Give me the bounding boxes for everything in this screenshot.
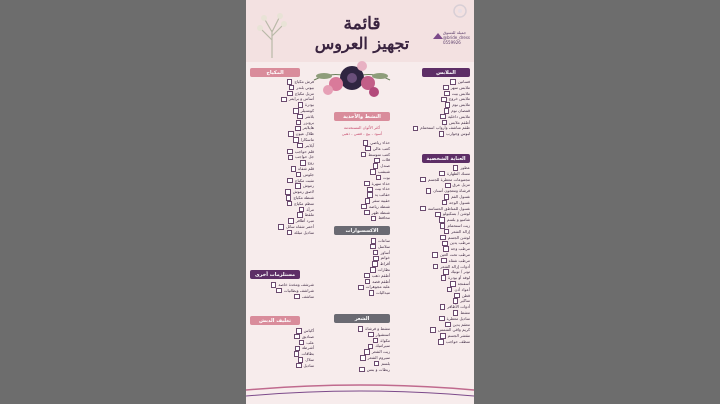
checklist-item-label: أطقم ذهب <box>371 272 390 278</box>
checkbox[interactable] <box>361 152 367 158</box>
activities-list <box>330 140 390 221</box>
checklist-item-label: صندل <box>380 163 390 169</box>
checkbox[interactable] <box>435 212 441 218</box>
checklist-item-label: نظارات <box>377 266 390 272</box>
checklist-item-label: مسك الطهارة <box>446 170 470 176</box>
checklist-item-label: مبرد أظافر <box>295 218 314 224</box>
checklist-item-label: مناشف <box>301 293 314 299</box>
checklist-item-label: عطور <box>460 165 470 170</box>
checklist-item <box>404 131 470 137</box>
checklist-item-label: قطن <box>461 292 470 298</box>
checklist-item-label: حقائب يد <box>374 192 390 198</box>
checklist-item-label: بودرة <box>305 102 314 108</box>
checklist-item-label: شنطة رياضة <box>368 203 390 209</box>
checklist-item-label: ملابس خروج <box>448 96 470 102</box>
checklist-item-label: مجموعات معطرة للجسم <box>427 176 470 182</box>
checklist-item-label: شرشف ومخدة خاصة <box>278 282 314 287</box>
corner-flower-icon <box>448 2 472 20</box>
checklist-item-label: أطقم فضة <box>372 278 390 284</box>
checklist-item-label: بلسم <box>381 360 390 366</box>
checklist-item-label: استشوار <box>375 331 390 337</box>
section-title: المكياج <box>266 69 284 76</box>
checkbox[interactable] <box>367 187 373 193</box>
checkbox[interactable] <box>369 290 375 296</box>
page-title <box>310 14 414 53</box>
checklist-item-label: علبة مجوهرات <box>365 284 390 290</box>
checklist-item-label: فساتين <box>457 79 470 84</box>
checklist-item-label: سلاسل <box>377 243 390 249</box>
checkbox[interactable] <box>440 333 446 339</box>
checklist-item-label: شبشب <box>377 168 390 174</box>
checklist-item-label: فلات <box>381 157 390 163</box>
activities-hint-2: أسود - بيج - فضي - ذهبي <box>341 131 383 136</box>
checklist-item-label: أقراط <box>379 261 390 267</box>
checklist-item-label: كريم واقي الشمس <box>437 327 470 333</box>
checkbox[interactable] <box>294 334 300 340</box>
checklist-item-label: أساور <box>380 249 390 255</box>
flower-bouquet-icon <box>304 50 400 106</box>
checklist-item-label: ملابس داخلية <box>447 113 470 119</box>
checklist-item-label: حذاء بيت <box>374 186 390 192</box>
checklist-item <box>248 294 314 300</box>
section-header-care <box>422 154 470 163</box>
checklist-item-label: أشرطة <box>302 345 314 351</box>
checkbox[interactable] <box>289 85 295 91</box>
section-header-activities <box>334 112 390 121</box>
checkbox[interactable] <box>439 131 445 137</box>
checklist-item-label: ملابس بيت <box>451 90 470 96</box>
checkbox[interactable] <box>288 131 294 137</box>
checkbox[interactable] <box>296 328 302 334</box>
section-title: الشعر <box>354 315 370 322</box>
checklist-item-label: مكواة <box>380 337 390 343</box>
checkbox[interactable] <box>373 256 379 262</box>
checkbox[interactable] <box>433 264 439 270</box>
clothes-list <box>404 79 470 137</box>
checklist-item-label: مرطب وجه <box>450 246 470 252</box>
section-header-accessories <box>334 226 390 235</box>
checkbox[interactable] <box>364 210 370 216</box>
checkbox[interactable] <box>373 250 379 256</box>
checklist-item-label: علب <box>306 339 314 345</box>
checklist-item-label: خواتم <box>380 255 390 261</box>
checklist-item-label: بيوتي بلندر <box>296 84 314 90</box>
checklist-item-label: كونسيلر <box>300 107 314 113</box>
checkbox[interactable] <box>287 79 293 85</box>
checklist-item-label: أعواد أذن <box>454 286 470 292</box>
checklist-item-label: فرش مكياج <box>294 79 314 84</box>
checkbox[interactable] <box>294 294 300 300</box>
checklist-item <box>248 363 314 369</box>
trousseau-list <box>248 328 314 369</box>
checkbox[interactable] <box>447 287 453 293</box>
checklist-item-label: ساعات <box>378 238 390 243</box>
checklist-item-label: أحمر شفاه سائل <box>285 223 314 229</box>
checkbox[interactable] <box>293 137 299 143</box>
section-title: العناية الشخصية <box>426 155 466 162</box>
checkbox[interactable] <box>276 288 282 294</box>
checklist-item-label: مناديل مبللة <box>294 229 314 235</box>
checklist-item-label: مزيل مكياج <box>294 90 314 96</box>
checkbox[interactable] <box>413 126 419 132</box>
contact-line-3: 0559926 <box>442 40 461 45</box>
contact-line-1: جميلة للتسوق <box>442 30 467 35</box>
checklist-item-label: لبوس وجوارب <box>446 131 470 137</box>
checklist-item-label: بلاشر <box>304 113 314 119</box>
checkbox[interactable] <box>454 293 460 299</box>
checklist-item-label: منظم مكياج <box>294 200 314 206</box>
section-title: الملابس <box>436 69 456 76</box>
activities-hint-1: أكثر الألوان المستخدمة <box>343 125 381 130</box>
checkbox[interactable] <box>294 351 300 357</box>
checklist-item-label: أطقم ملابس <box>449 119 470 125</box>
checklist-item-label: لاصق رموش <box>292 189 314 195</box>
checkbox[interactable] <box>358 285 364 291</box>
section-header-trousseau <box>250 316 300 325</box>
checkbox[interactable] <box>361 204 367 210</box>
section-header-hair <box>334 314 390 323</box>
checklist-item-label: ملابس نوم <box>452 102 470 108</box>
checklist-item-label: قمصان نوم <box>451 107 470 113</box>
section-title: النشط والأحذية <box>343 113 381 120</box>
checkbox[interactable] <box>441 275 447 281</box>
checklist-item-label: شنطة ظهر <box>371 209 390 215</box>
checklist-item-label: مقشر الجسم <box>447 333 470 339</box>
section-header-clothes <box>422 68 470 77</box>
checklist-item-label: بطاقات <box>301 351 314 357</box>
checklist-item-label: بوت <box>383 174 390 180</box>
checkbox[interactable] <box>278 224 284 230</box>
checkbox[interactable] <box>297 114 303 120</box>
checklist-item-label: أكياس <box>303 328 314 333</box>
checklist-item-label: طقم مناشف وأرواب استحمام <box>420 125 470 131</box>
checkbox[interactable] <box>291 166 297 172</box>
checklist-item-label: حذاء رياضي <box>370 140 390 145</box>
makeup-list <box>248 79 314 236</box>
checkbox[interactable] <box>296 363 302 369</box>
checkbox[interactable] <box>371 216 377 222</box>
checkbox[interactable] <box>439 217 445 223</box>
branch-decoration-icon <box>252 10 292 60</box>
title-line-1: قائمة <box>343 14 381 34</box>
checklist-item-label: كعب عالي <box>372 145 390 151</box>
checklist-item <box>330 290 390 296</box>
checklist-item-label: ملابس سهر <box>450 84 470 90</box>
checklist-item-label: مشط <box>460 309 470 315</box>
section-header-other <box>250 270 300 279</box>
checkbox[interactable] <box>432 252 438 258</box>
checklist-item-label: أدوات الأظافر <box>447 304 470 310</box>
checkbox[interactable] <box>287 201 293 207</box>
title-line-2: تجهيز العروس <box>314 34 410 53</box>
section-title: تغليف الدبش <box>259 317 291 324</box>
checklist-item-label: غسول للمناطق الحساسة <box>427 205 470 211</box>
checkbox[interactable] <box>288 155 294 161</box>
checkbox[interactable] <box>445 102 451 108</box>
checklist-item-label: مناديل <box>303 362 314 368</box>
checklist-item-label: ربطات و بنس <box>366 366 390 372</box>
checklist-item-label: لوفة أو بودرة <box>448 275 470 281</box>
checkbox[interactable] <box>360 355 366 361</box>
checkbox[interactable] <box>370 244 376 250</box>
checklist-item-label: شراشف وبطانيات <box>283 287 314 293</box>
checklist-item-label: سلال <box>305 356 314 362</box>
checklist-item-label: جل حواجب <box>295 154 314 160</box>
checklist-item-label: شنطة مكياج <box>293 194 314 200</box>
checklist-item-label: مرطب تحت العين <box>439 251 470 257</box>
checklist-item-label: ملقط <box>304 212 314 218</box>
section-title: الاكسسوارات <box>345 227 379 234</box>
checklist-item-label: قلم حواجب <box>294 148 314 154</box>
checklist-item-label: كعب متوسط <box>368 151 390 157</box>
checklist-item-label: غسول الوجه <box>449 199 470 205</box>
checklist-item-label: مرطب شفاه <box>448 257 470 263</box>
checkbox[interactable] <box>430 327 436 333</box>
section-header-makeup <box>250 68 300 77</box>
hair-list <box>330 326 390 372</box>
checklist-item-label: منظف حواجب <box>445 338 470 344</box>
checklist-item-label: أدوات إزالة الشعر <box>440 263 470 269</box>
checklist-item <box>248 230 314 236</box>
checkbox[interactable] <box>271 282 277 288</box>
checklist-item-label: جلوس <box>303 171 314 177</box>
checkbox[interactable] <box>440 304 446 310</box>
bottom-ribbon-decoration <box>246 380 474 404</box>
checklist-item-label: أسفنجة <box>457 280 470 286</box>
checklist-item-label: رموش <box>302 183 314 189</box>
checkbox[interactable] <box>293 108 299 114</box>
checklist-item-label: زيت استحمام <box>447 222 470 228</box>
right-blur-panel <box>474 0 720 404</box>
checkbox[interactable] <box>443 85 449 91</box>
checklist-item-label: سيروم الشعر <box>367 354 390 360</box>
checkbox[interactable] <box>442 241 448 247</box>
checkbox[interactable] <box>439 316 445 322</box>
checkbox[interactable] <box>296 120 302 126</box>
checklist-item-label: تونر / تونيك <box>450 269 470 275</box>
checklist-item-label: روج <box>307 160 314 166</box>
checkbox[interactable] <box>440 114 446 120</box>
checklist-item-label: غسول الفم <box>451 193 470 199</box>
checkbox[interactable] <box>299 207 305 213</box>
checklist-item-label: محافظ <box>378 215 390 221</box>
checkbox[interactable] <box>440 235 446 241</box>
checklist-item-label: مرطب يدين <box>449 240 470 246</box>
checklist-document <box>246 0 474 404</box>
checklist-item <box>330 367 390 373</box>
personal-care-list <box>402 165 470 345</box>
checklist-item-label: آيلاينر <box>304 142 314 148</box>
checklist-item-label: معقم يدين <box>452 321 470 327</box>
checklist-item-label: أساس و برايمر <box>288 96 314 102</box>
checklist-item-label: زيت الشعر <box>371 349 390 355</box>
checklist-item-label: ماسكارا <box>300 136 314 142</box>
checkbox[interactable] <box>440 223 446 229</box>
checklist-item-label: سيراميك <box>375 343 390 349</box>
other-list <box>248 282 314 299</box>
checklist-item-label: حقيبة سفر <box>372 197 390 203</box>
checklist-item-label: فرشاة ومعجون أسنان <box>433 188 470 194</box>
checkbox[interactable] <box>363 140 369 146</box>
checklist-item-label: لوشن الجسم <box>447 234 470 240</box>
checklist-item-label: ميداليات <box>376 290 390 296</box>
checkbox[interactable] <box>285 189 291 195</box>
checkbox[interactable] <box>287 178 293 184</box>
checklist-item-label: قلم شفاه <box>298 165 314 171</box>
checkbox[interactable] <box>358 326 364 332</box>
checkbox[interactable] <box>371 238 377 244</box>
checkbox[interactable] <box>281 97 287 103</box>
checklist-item-label: مثبت مكياج <box>294 177 314 183</box>
checkbox[interactable] <box>287 149 293 155</box>
checklist-item-label: ظلال عيون <box>295 131 314 137</box>
checklist-item-label: شامبو و بلسم <box>446 217 470 223</box>
checkbox[interactable] <box>286 195 292 201</box>
checkbox[interactable] <box>364 181 370 187</box>
checklist-item-label: برونزر <box>303 119 314 125</box>
checklist-item-label: مشط و فرشاة <box>365 326 390 331</box>
checklist-item <box>402 339 470 345</box>
checklist-item-label: مزيل عرق <box>452 182 470 188</box>
checklist-item-label: إزالة الشعر <box>451 228 470 234</box>
checklist-item-label: حذاء سهرة <box>371 180 390 186</box>
checkbox[interactable] <box>374 158 380 164</box>
checklist-item-label: لوشن / بسكيولو <box>442 211 470 217</box>
checklist-item <box>330 215 390 221</box>
section-title: مستلزمات أخرى <box>254 271 296 278</box>
contact-info <box>443 30 470 45</box>
checkbox[interactable] <box>359 367 365 373</box>
checklist-item-label: مناديل معطرة <box>446 315 470 321</box>
checkbox[interactable] <box>370 169 376 175</box>
checklist-item-label: هايلايتر <box>302 125 314 131</box>
checklist-item-label: صناديق <box>301 333 314 339</box>
contact-line-2: @bride_dress <box>442 35 470 40</box>
checkbox[interactable] <box>426 188 432 194</box>
checklist-item-label: مناكير <box>460 298 470 304</box>
checkbox[interactable] <box>441 97 447 103</box>
checkbox[interactable] <box>420 206 426 212</box>
checkbox[interactable] <box>368 332 374 338</box>
checkbox[interactable] <box>287 230 293 236</box>
checklist-item-label: مرآة <box>306 206 314 212</box>
checkbox[interactable] <box>295 346 301 352</box>
accessories-list <box>330 238 390 296</box>
checkbox[interactable] <box>364 273 370 279</box>
left-blur-panel <box>0 0 246 404</box>
checkbox[interactable] <box>438 339 444 345</box>
checkbox[interactable] <box>420 177 426 183</box>
